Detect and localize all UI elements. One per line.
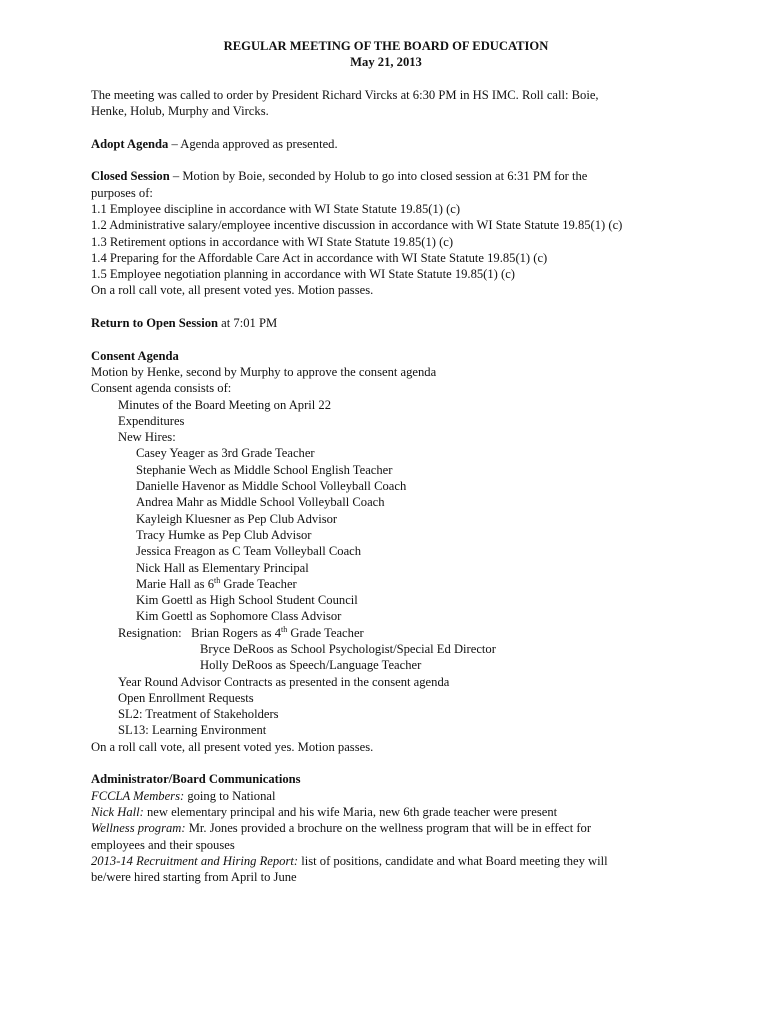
adopt-agenda-text: – Agenda approved as presented. <box>168 136 338 151</box>
consent-motion: Motion by Henke, second by Murphy to approve the consent agenda <box>91 364 437 379</box>
closed-session-item: 1.4 Preparing for the Affordable Care Act in accordance with WI State Statute 19.85(1) (c) <box>91 250 548 265</box>
admin-item-recruitment-cont: be/were hired starting from April to June <box>91 870 297 885</box>
new-hire-text: Grade Teacher <box>220 576 297 591</box>
closed-session-vote: On a roll call vote, all present voted yes. Motion passes. <box>91 283 374 298</box>
minutes-body <box>91 38 701 885</box>
admin-item-nick-hall <box>91 804 701 820</box>
closed-session-item: 1.2 Administrative salary/employee incentive discussion in accordance with WI State Statute 19.85(1) (c) <box>91 218 623 233</box>
admin-communications-section <box>91 771 701 885</box>
resignation-item: Bryce DeRoos as School Psychologist/Special Ed Director <box>200 641 496 656</box>
admin-item-fccla <box>91 788 701 804</box>
new-hire-item: Kim Goettl as High School Student Council <box>136 593 358 608</box>
adopt-agenda-section <box>91 136 701 152</box>
consent-item-sl13: SL13: Learning Environment <box>118 723 267 738</box>
consent-agenda-section <box>91 348 701 755</box>
admin-item-label: Wellness program: <box>91 821 186 836</box>
closed-session-purposes: purposes of: <box>91 185 153 200</box>
document-title: REGULAR MEETING OF THE BOARD OF EDUCATION <box>223 39 549 53</box>
resignation-item: Holly DeRoos as Speech/Language Teacher <box>200 658 422 673</box>
admin-item-label: FCCLA Members: <box>91 788 185 803</box>
new-hire-item: Casey Yeager as 3rd Grade Teacher <box>136 446 315 461</box>
admin-item-text: new elementary principal and his wife Maria, new 6th grade teacher were present <box>143 804 558 819</box>
consent-item-sl2: SL2: Treatment of Stakeholders <box>118 707 279 722</box>
call-to-order-line: Henke, Holub, Murphy and Vircks. <box>91 104 269 119</box>
open-session-section <box>91 315 701 331</box>
adopt-agenda-heading: Adopt Agenda <box>91 136 169 151</box>
admin-communications-heading: Administrator/Board Communications <box>91 772 301 787</box>
consent-item-open-enrollment: Open Enrollment Requests <box>118 690 254 705</box>
consent-vote: On a roll call vote, all present voted yes. Motion passes. <box>91 739 374 754</box>
resignation-text: Resignation: Brian Rogers as 4 <box>118 625 281 640</box>
consent-agenda-heading: Consent Agenda <box>91 348 179 363</box>
call-to-order <box>91 87 701 120</box>
closed-session-motion <box>91 168 701 184</box>
closed-session-item: 1.5 Employee negotiation planning in accordance with WI State Statute 19.85(1) (c) <box>91 267 515 282</box>
admin-item-recruitment <box>91 853 701 869</box>
resignation-item <box>91 625 701 641</box>
open-session-text: at 7:01 PM <box>218 316 278 331</box>
admin-item-wellness-cont: employees and their spouses <box>91 837 235 852</box>
ordinal-suffix: th <box>214 575 221 585</box>
consent-consists: Consent agenda consists of: <box>91 381 232 396</box>
closed-session-heading: Closed Session <box>91 169 170 184</box>
consent-item-minutes: Minutes of the Board Meeting on April 22 <box>118 397 332 412</box>
new-hire-item: Kayleigh Kluesner as Pep Club Advisor <box>136 511 338 526</box>
admin-item-text: Mr. Jones provided a brochure on the wellness program that will be in effect for <box>185 821 592 836</box>
consent-new-hires-label: New Hires: <box>118 430 176 445</box>
new-hire-text: Marie Hall as 6 <box>136 576 214 591</box>
resignation-text: Grade Teacher <box>287 625 364 640</box>
new-hire-item: Kim Goettl as Sophomore Class Advisor <box>136 609 342 624</box>
admin-item-text: list of positions, candidate and what Board meeting they will <box>298 853 608 868</box>
consent-item-year-round: Year Round Advisor Contracts as presented in the consent agenda <box>118 674 450 689</box>
closed-session-item: 1.3 Retirement options in accordance with WI State Statute 19.85(1) (c) <box>91 234 454 249</box>
new-hire-item: Nick Hall as Elementary Principal <box>136 560 309 575</box>
ordinal-suffix: th <box>281 624 288 634</box>
call-to-order-line: The meeting was called to order by President Richard Vircks at 6:30 PM in HS IMC. Roll call: Boie, <box>91 87 599 102</box>
open-session-heading: Return to Open Session <box>91 316 219 331</box>
closed-session-item: 1.1 Employee discipline in accordance with WI State Statute 19.85(1) (c) <box>91 201 461 216</box>
admin-item-label: Nick Hall: <box>91 804 144 819</box>
new-hire-item: Andrea Mahr as Middle School Volleyball Coach <box>136 495 385 510</box>
new-hire-item: Stephanie Wech as Middle School English Teacher <box>136 462 393 477</box>
closed-session-text: – Motion by Boie, seconded by Holub to go into closed session at 6:31 PM for the <box>169 169 588 184</box>
new-hire-item: Jessica Freagon as C Team Volleyball Coach <box>136 544 362 559</box>
admin-item-wellness <box>91 820 701 836</box>
new-hire-item <box>91 576 701 592</box>
admin-item-text: going to National <box>184 788 276 803</box>
new-hire-item: Tracy Humke as Pep Club Advisor <box>136 527 312 542</box>
meeting-date: May 21, 2013 <box>350 55 422 70</box>
admin-item-label: 2013-14 Recruitment and Hiring Report: <box>91 853 299 868</box>
new-hire-item: Danielle Havenor as Middle School Volleyball Coach <box>136 479 407 494</box>
consent-item-expenditures: Expenditures <box>118 413 185 428</box>
closed-session-section <box>91 168 701 298</box>
